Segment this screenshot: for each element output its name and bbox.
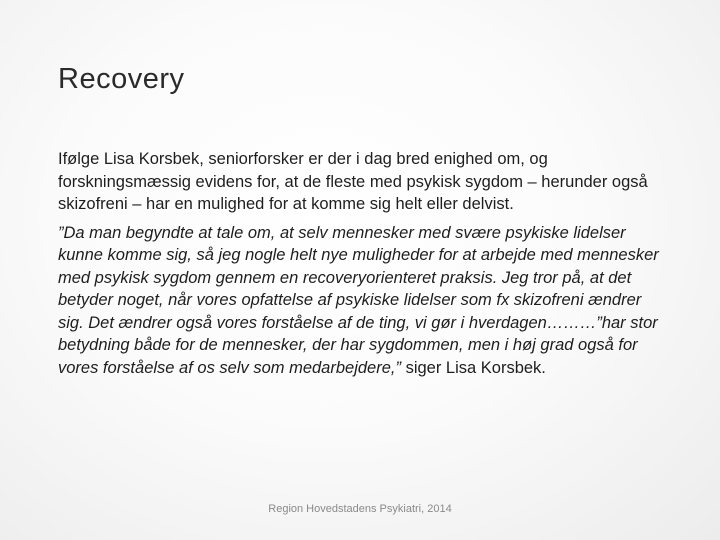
quote-paragraph xyxy=(58,222,668,380)
slide-footer: Region Hovedstadens Psykiatri, 2014 xyxy=(268,503,452,515)
quote-text: ”Da man begyndte at tale om, at selv mennesker med svære psykiske lidelser kunne komme sig, så jeg nogle helt nye muligheder for at arbejde med mennesker med psykisk sygdom gennem en recoveryorienteret praksis. Jeg tror på, at det betyder noget, når vores opfattelse af psykiske lidelser som fx skizofreni ændrer sig. Det ændrer også vores forståelse af de ting, vi gør i hverdagen………”har stor betydning både for de mennesker, der har sygdommen, men i høj grad også for vores forståelse af os selv som medarbejdere,” xyxy=(58,223,659,377)
slide-title: Recovery xyxy=(58,63,185,95)
slide-body xyxy=(58,148,668,385)
body-paragraph: Ifølge Lisa Korsbek, seniorforsker er der i dag bred enighed om, og forskningsmæssig evidens for, at de fleste med psykisk sygdom – herunder også skizofreni – har en mulighed for at komme sig helt eller delvist. xyxy=(58,150,648,213)
quote-attribution: siger Lisa Korsbek. xyxy=(400,358,546,377)
